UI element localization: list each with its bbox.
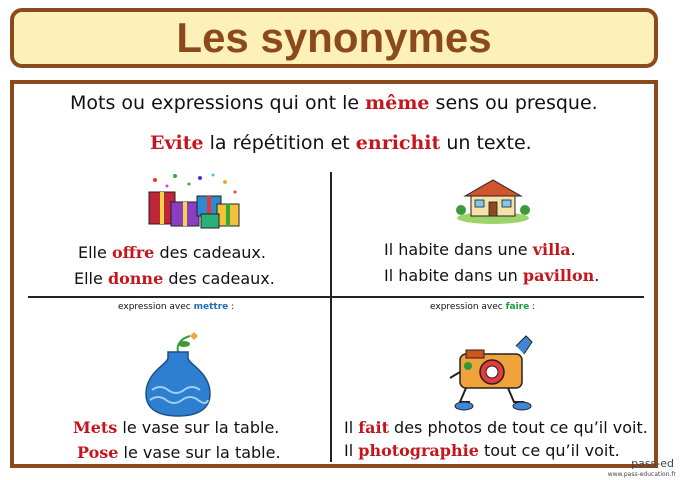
expression-label-mettre [118,302,234,312]
sentence-tr-2 [384,266,599,285]
verb-word: mettre [193,302,229,312]
sentence-bl-1 [73,418,279,437]
gifts-icon [145,172,245,232]
house-icon [455,176,531,224]
watermark-logo: pass-ed [631,457,674,470]
sentence-text: Il habite dans une [384,240,533,259]
title-banner [10,8,658,68]
synonym-word: photographie [358,441,479,460]
sentence-text: le vase sur la table. [118,443,281,462]
sentence-text: des cadeaux. [154,243,266,262]
sentence-text: Il [344,418,359,437]
synonym-word: fait [358,418,389,437]
sentence-text: Elle [74,269,108,288]
definition-line [70,92,598,114]
sentence-tl-2 [74,269,275,288]
sentence-br-1 [344,418,648,437]
label-text: expression avec [430,302,506,312]
sentence-bl-2 [77,443,281,462]
purpose-text-1: la répétition et [203,132,356,154]
purpose-line [150,132,532,154]
label-text: : [529,302,536,312]
sentence-tr-1 [384,240,576,259]
synonym-word: villa [532,240,571,259]
verb-word: faire [505,302,530,312]
purpose-highlight-2: enrichit [355,132,441,154]
vertical-divider [330,172,332,462]
sentence-text: tout ce qu’il voit. [478,441,620,460]
sentence-text: le vase sur la table. [117,418,280,437]
expression-label-faire [430,302,535,312]
sentence-text: des photos de tout ce qu’il voit. [388,418,648,437]
sentence-text: Il [344,441,359,460]
vase-icon [138,330,218,418]
label-text: : [228,302,235,312]
definition-text-2: sens ou presque. [429,92,598,114]
synonym-word: offre [111,243,155,262]
watermark-url: www.pass-education.fr [607,471,676,478]
sentence-text: . [570,240,576,259]
camera-icon [446,332,542,416]
definition-text-1: Mots ou expressions qui ont le [70,92,366,114]
label-text: expression avec [118,302,194,312]
horizontal-divider [28,296,644,298]
sentence-text: des cadeaux. [163,269,275,288]
definition-highlight: même [365,92,430,114]
purpose-highlight-1: Evite [150,132,204,154]
purpose-text-2: un texte. [440,132,532,154]
sentence-br-2 [344,441,620,460]
sentence-text: Elle [78,243,112,262]
sentence-text: . [594,266,600,285]
synonym-word: pavillon [522,266,595,285]
sentence-tl-1 [78,243,266,262]
page-title: Les synonymes [176,14,492,61]
sentence-text: Il habite dans un [384,266,523,285]
synonym-word: Pose [77,443,119,462]
synonym-word: Mets [73,418,118,437]
synonym-word: donne [107,269,164,288]
